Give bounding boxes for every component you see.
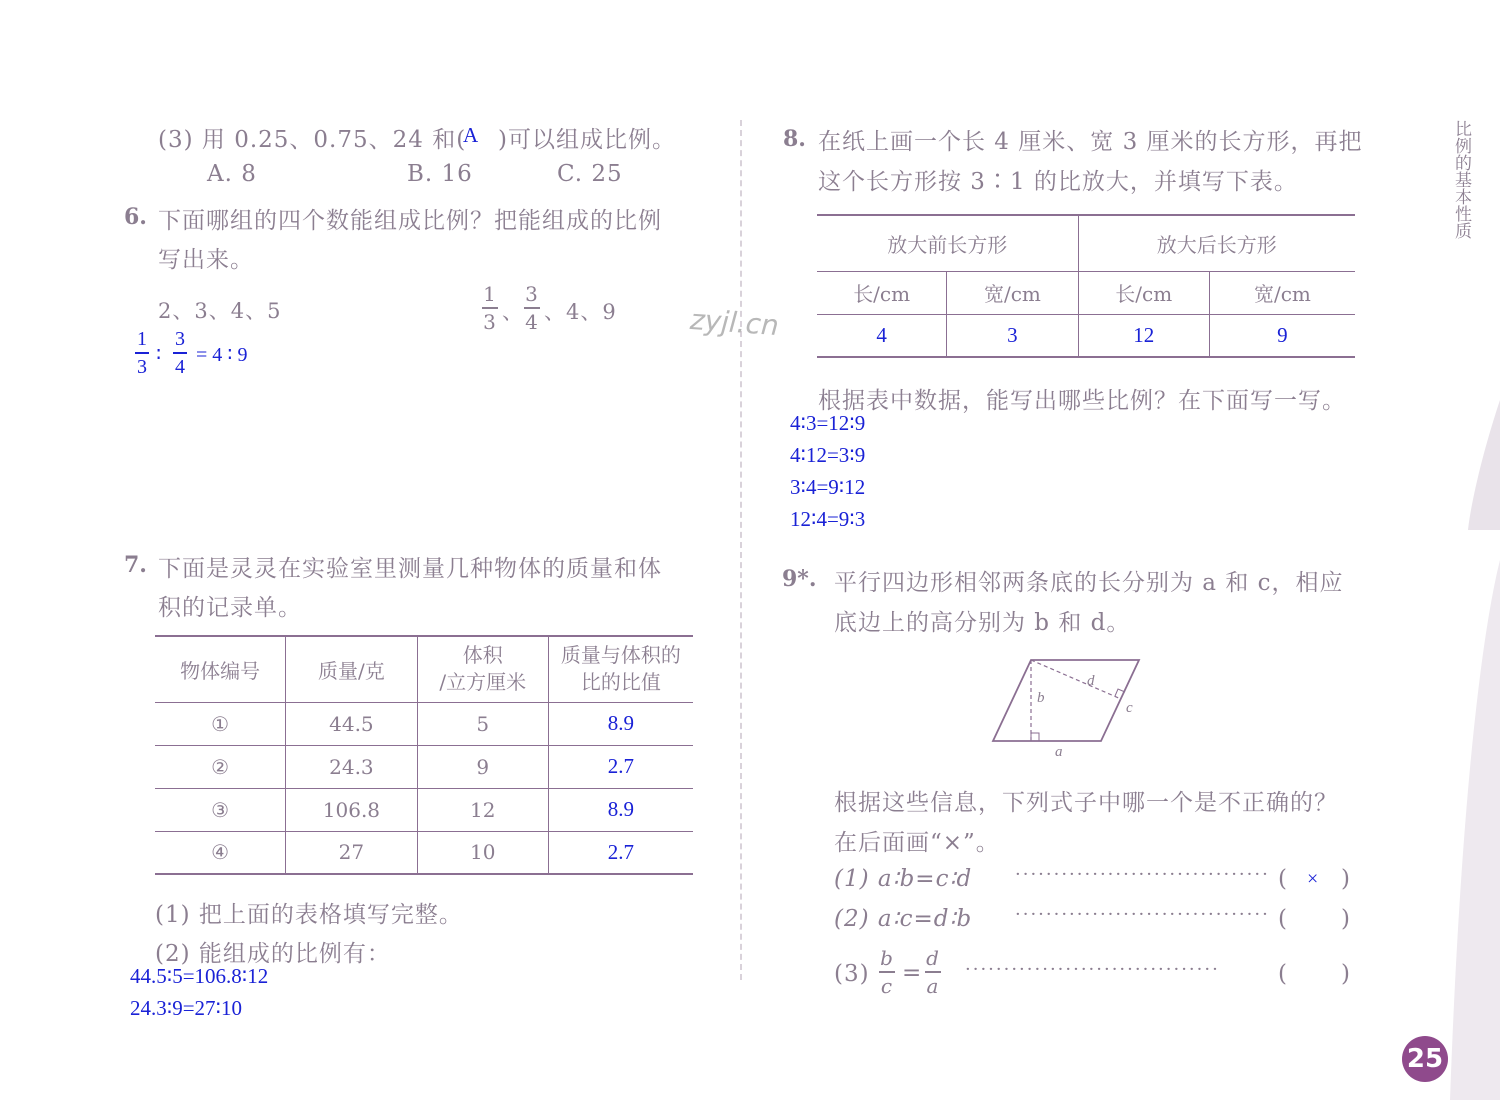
q6-number: 6. — [124, 204, 147, 230]
q7-answer-cell: 2.7 — [607, 839, 635, 864]
decorative-edge — [1440, 340, 1500, 1100]
q8-answer-3: 3∶4=9∶12 — [790, 475, 866, 499]
watermark: zyjl.cn — [688, 302, 780, 343]
q9-line2: 底边上的高分别为 b 和 d。 — [834, 610, 1131, 636]
label-c: c — [1126, 700, 1133, 716]
q8-answer-2: 4∶12=3∶9 — [790, 443, 866, 467]
q7-sub2: (2) 能组成的比例有： — [155, 941, 391, 967]
q8-answer-1: 4∶3=12∶9 — [790, 411, 866, 435]
q7-answer-cell: 8.9 — [607, 711, 635, 735]
q6-group2-rest: 、4、9 — [544, 300, 617, 324]
q5-3-answer: A — [463, 123, 479, 147]
q6-answer-frac1: 1 3 — [137, 328, 147, 378]
q5-3-option-a: A. 8 — [207, 161, 257, 187]
table-row: ④ 27 10 2.7 — [155, 831, 693, 874]
side-tab-title: 比例的基本性质 — [1451, 120, 1471, 239]
table-row: ② 24.3 9 2.7 — [155, 745, 693, 788]
page-number: 25 — [1402, 1036, 1448, 1082]
q5-3-prefix: (3) 用 0.25、0.75、24 和( — [158, 127, 467, 153]
q9-prompt1: 根据这些信息，下列式子中哪一个是不正确的？ — [834, 790, 1338, 816]
q5-3-suffix: )可以组成比例。 — [498, 127, 676, 153]
q6-group1: 2、3、4、5 — [158, 299, 282, 323]
q6-line1: 下面哪组的四个数能组成比例？把能组成的比例 — [158, 208, 662, 234]
q8-line2: 这个长方形按 3∶1 的比放大，并填写下表。 — [818, 169, 1298, 195]
q8-answer-4: 12∶4=9∶3 — [790, 507, 866, 531]
q5-3-option-b: B. 16 — [407, 161, 473, 187]
label-d: d — [1087, 673, 1095, 689]
q7-answer-cell: 2.7 — [607, 754, 635, 778]
q7-header-volume: 体积 /立方厘米 — [417, 636, 548, 702]
q9-option-3-frac1: b c — [880, 946, 894, 998]
q9-answer-mark: × — [1307, 868, 1319, 890]
q9-option-3: (3) — [834, 961, 870, 987]
table-row: ③ 106.8 12 8.9 — [155, 788, 693, 831]
q6-answer-rest: = 4 ∶ 9 — [196, 344, 248, 366]
q7-line1: 下面是灵灵在实验室里测量几种物体的质量和体 — [158, 556, 662, 582]
q7-answer-2: 24.3∶9=27∶10 — [130, 996, 243, 1020]
q6-group2-frac1: 1 3 — [483, 282, 497, 334]
q9-line1: 平行四边形相邻两条底的长分别为 a 和 c，相应 — [834, 570, 1344, 596]
q6-line2: 写出来。 — [158, 247, 254, 273]
q6-group2-frac2: 3 4 — [525, 282, 539, 334]
q9-option-2: (2) a∶c=d∶b — [834, 906, 973, 932]
q9-number: 9*. — [782, 566, 817, 592]
label-a: a — [1055, 744, 1063, 760]
parallelogram-diagram — [985, 652, 1155, 762]
table-row: 4 3 12 9 — [817, 314, 1355, 357]
q7-table — [155, 635, 693, 875]
q9-leader-3: ································· — [965, 959, 1220, 980]
q9-option-3-frac2: d a — [926, 946, 940, 998]
q9-prompt2: 在后面画“×”。 — [834, 830, 1000, 856]
q5-3-option-c: C. 25 — [557, 161, 623, 187]
q6-answer-frac2: 3 4 — [175, 328, 185, 378]
q8-header-before: 放大前长方形 — [817, 215, 1078, 271]
q8-line1: 在纸上画一个长 4 厘米、宽 3 厘米的长方形，再把 — [818, 129, 1363, 155]
q7-header-ratio: 质量与体积的 比的比值 — [560, 643, 681, 695]
q8-number: 8. — [783, 126, 806, 152]
q7-sub1: (1) 把上面的表格填写完整。 — [155, 902, 463, 928]
q9-option-1: (1) a∶b=c∶d — [834, 866, 973, 892]
q7-header-id: 物体编号 — [155, 636, 286, 702]
q7-answer-cell: 8.9 — [607, 797, 635, 821]
q8-header-after: 放大后长方形 — [1156, 232, 1277, 257]
q9-leader-2: ································· — [1015, 904, 1270, 925]
q7-header-mass: 质量/克 — [286, 636, 417, 702]
q8-prompt: 根据表中数据，能写出哪些比例？在下面写一写。 — [818, 388, 1346, 414]
q7-answer-1: 44.5∶5=106.8∶12 — [130, 964, 269, 988]
table-row: ① 44.5 5 8.9 — [155, 702, 693, 745]
label-b: b — [1037, 690, 1045, 706]
q8-table: 放大前长方形 放大后长方形 长/cm 宽/cm 长/cm 宽/cm 4 3 12 9 — [817, 214, 1355, 358]
q7-line2: 积的记录单。 — [158, 595, 302, 621]
q7-number: 7. — [124, 552, 147, 578]
q9-leader-1: ································· — [1015, 864, 1270, 885]
column-divider — [740, 120, 742, 980]
